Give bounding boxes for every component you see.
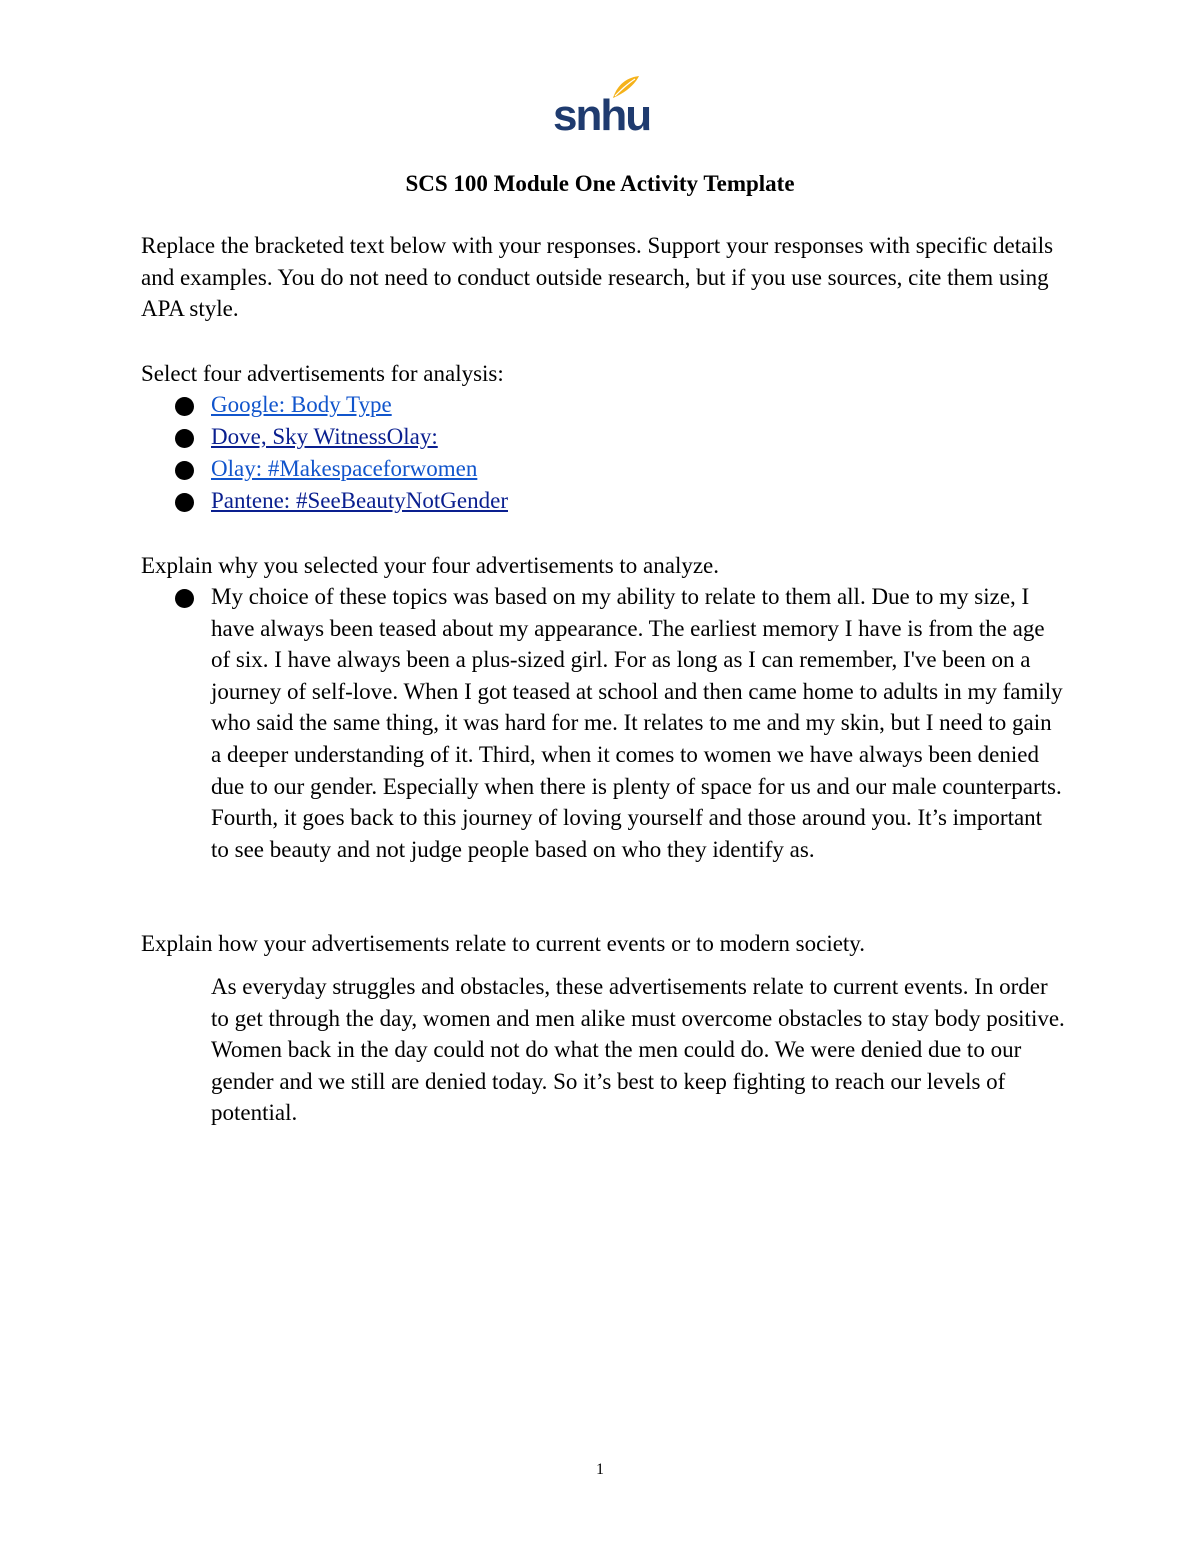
ad-link-google[interactable]: Google: Body Type <box>211 392 392 417</box>
list-item <box>175 485 508 517</box>
why-selected-prompt: Explain why you selected your four advertisements to analyze. <box>141 553 720 578</box>
advertisement-list <box>175 389 508 517</box>
logo-wordmark: snhu <box>553 91 651 140</box>
ad-link-dove[interactable]: Dove, Sky WitnessOlay: <box>211 424 438 449</box>
snhu-logo <box>553 74 651 140</box>
page-number: 1 <box>596 1461 604 1478</box>
bullet-icon <box>175 589 194 608</box>
relate-prompt: Explain how your advertisements relate to current events or to modern society. <box>141 931 866 956</box>
ad-link-pantene[interactable]: Pantene: #SeeBeautyNotGender <box>211 488 508 513</box>
list-item <box>175 453 508 485</box>
bullet-icon <box>175 429 194 448</box>
bullet-icon <box>175 493 194 512</box>
ad-link-olay[interactable]: Olay: #Makespaceforwomen <box>211 456 478 481</box>
why-selected-text: My choice of these topics was based on my ability to relate to them all. Due to my size, I have always been teased about my appearance. The earliest memory I have is from the age of six. I have always been a plus-sized girl. For as long as I can remember, I've been on a journey of self-love. When I got teased at school and then came home to adults in my family who said the same thing, it was hard for me. It relates to me and my skin, but I need to gain a deeper understanding of it. Third, when it comes to women we have always been denied due to our gender. Especially when there is plenty of space for us and our male counterparts. Fourth, it goes back to this journey of loving yourself and those around you. It’s important to see beauty and not judge people based on who they identify as. <box>211 584 1063 862</box>
list-item <box>175 421 508 453</box>
bullet-icon <box>175 461 194 480</box>
document-title: SCS 100 Module One Activity Template <box>405 171 795 196</box>
why-selected-answer <box>175 581 1065 865</box>
select-ads-prompt: Select four advertisements for analysis: <box>141 361 504 386</box>
bullet-icon <box>175 397 194 416</box>
instructions-paragraph: Replace the bracketed text below with your responses. Support your responses with specific details and examples. You do not need to conduct outside research, but if you use sources, cite them using APA style. <box>141 233 1054 321</box>
relate-answer: As everyday struggles and obstacles, these advertisements relate to current events. In order to get through the day, women and men alike must overcome obstacles to stay body positive. Women back in the day could not do what the men could do. We were denied due to our gender and we still are denied today. So it’s best to keep fighting to reach our levels of potential. <box>211 974 1065 1126</box>
list-item <box>175 389 508 421</box>
